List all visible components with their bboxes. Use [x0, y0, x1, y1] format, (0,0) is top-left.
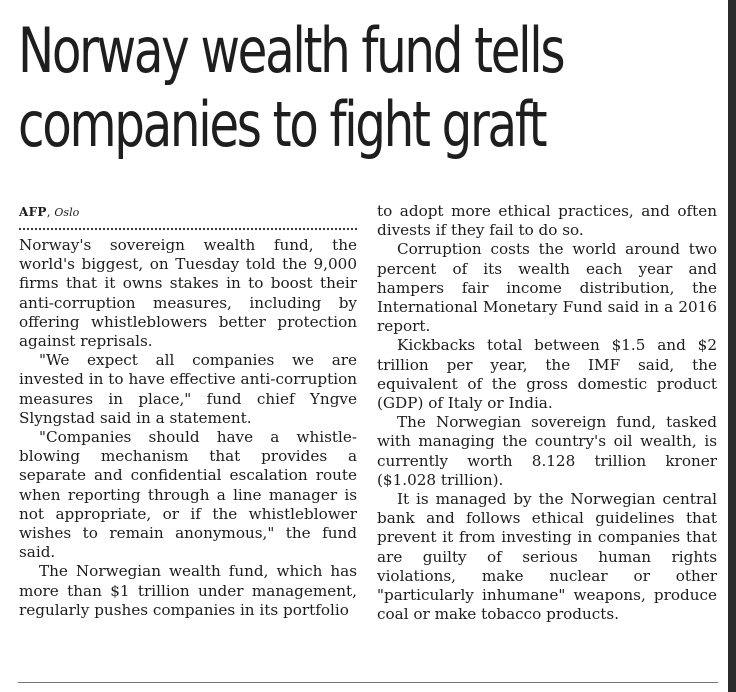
byline-place: Oslo	[54, 206, 80, 219]
byline	[19, 202, 357, 222]
right-column	[377, 202, 717, 624]
paragraph-right-4: The Norwegian sovereign fund, tasked with managing the country's oil wealth, is currently worth 8.128 trillion kroner ($1.028 trillion).	[377, 413, 717, 489]
paragraph-left-3: "Companies should have a whistle-blowing mechanism that provides a separate and confidential escalation route when reporting through a line manager is not appropriate, or if the whistleblower wishes to remain anonymous," the fund said.	[19, 428, 357, 562]
paragraph-right-3: Kickbacks total between $1.5 and $2 trillion per year, the IMF said, the equivalent of the gross domestic product (GDP) of Italy or India.	[377, 336, 717, 413]
headline-line-1: Norway wealth fund tells	[18, 14, 564, 87]
paragraph-right-5: It is managed by the Norwegian central bank and follows ethical guidelines that prevent it from investing in companies that are guilty of serious human rights violations, make nuclear or other "particularly inhumane" weapons, produce coal or make tobacco products.	[377, 490, 717, 624]
dotted-divider	[19, 228, 357, 230]
paragraph-right-2: Corruption costs the world around two percent of its wealth each year and hampers fair income distribution, the International Monetary Fund said in a 2016 report.	[377, 240, 717, 336]
paragraph-left-2: "We expect all companies we are invested in to have effective anti-corruption measures in place," fund chief Yngve Slyngstad said in a statement.	[19, 351, 357, 427]
byline-agency: AFP	[19, 205, 47, 219]
headline-line-2: companies to fight graft	[18, 88, 546, 161]
paragraph-left-1: Norway's sovereign wealth fund, the world's biggest, on Tuesday told the 9,000 firms that it owns stakes in to boost their anti-corruption measures, including by offering whistleblowers better protection against reprisals.	[19, 236, 357, 351]
byline-separator: ,	[46, 205, 55, 219]
paragraph-left-4: The Norwegian wealth fund, which has more than $1 trillion under management, regularly pushes companies in its portfolio	[19, 562, 357, 619]
left-column	[19, 200, 357, 620]
page-edge-shadow	[728, 0, 736, 692]
bottom-divider	[18, 682, 718, 683]
paragraph-right-1: to adopt more ethical practices, and often divests if they fail to do so.	[377, 202, 717, 240]
headline	[18, 14, 564, 162]
